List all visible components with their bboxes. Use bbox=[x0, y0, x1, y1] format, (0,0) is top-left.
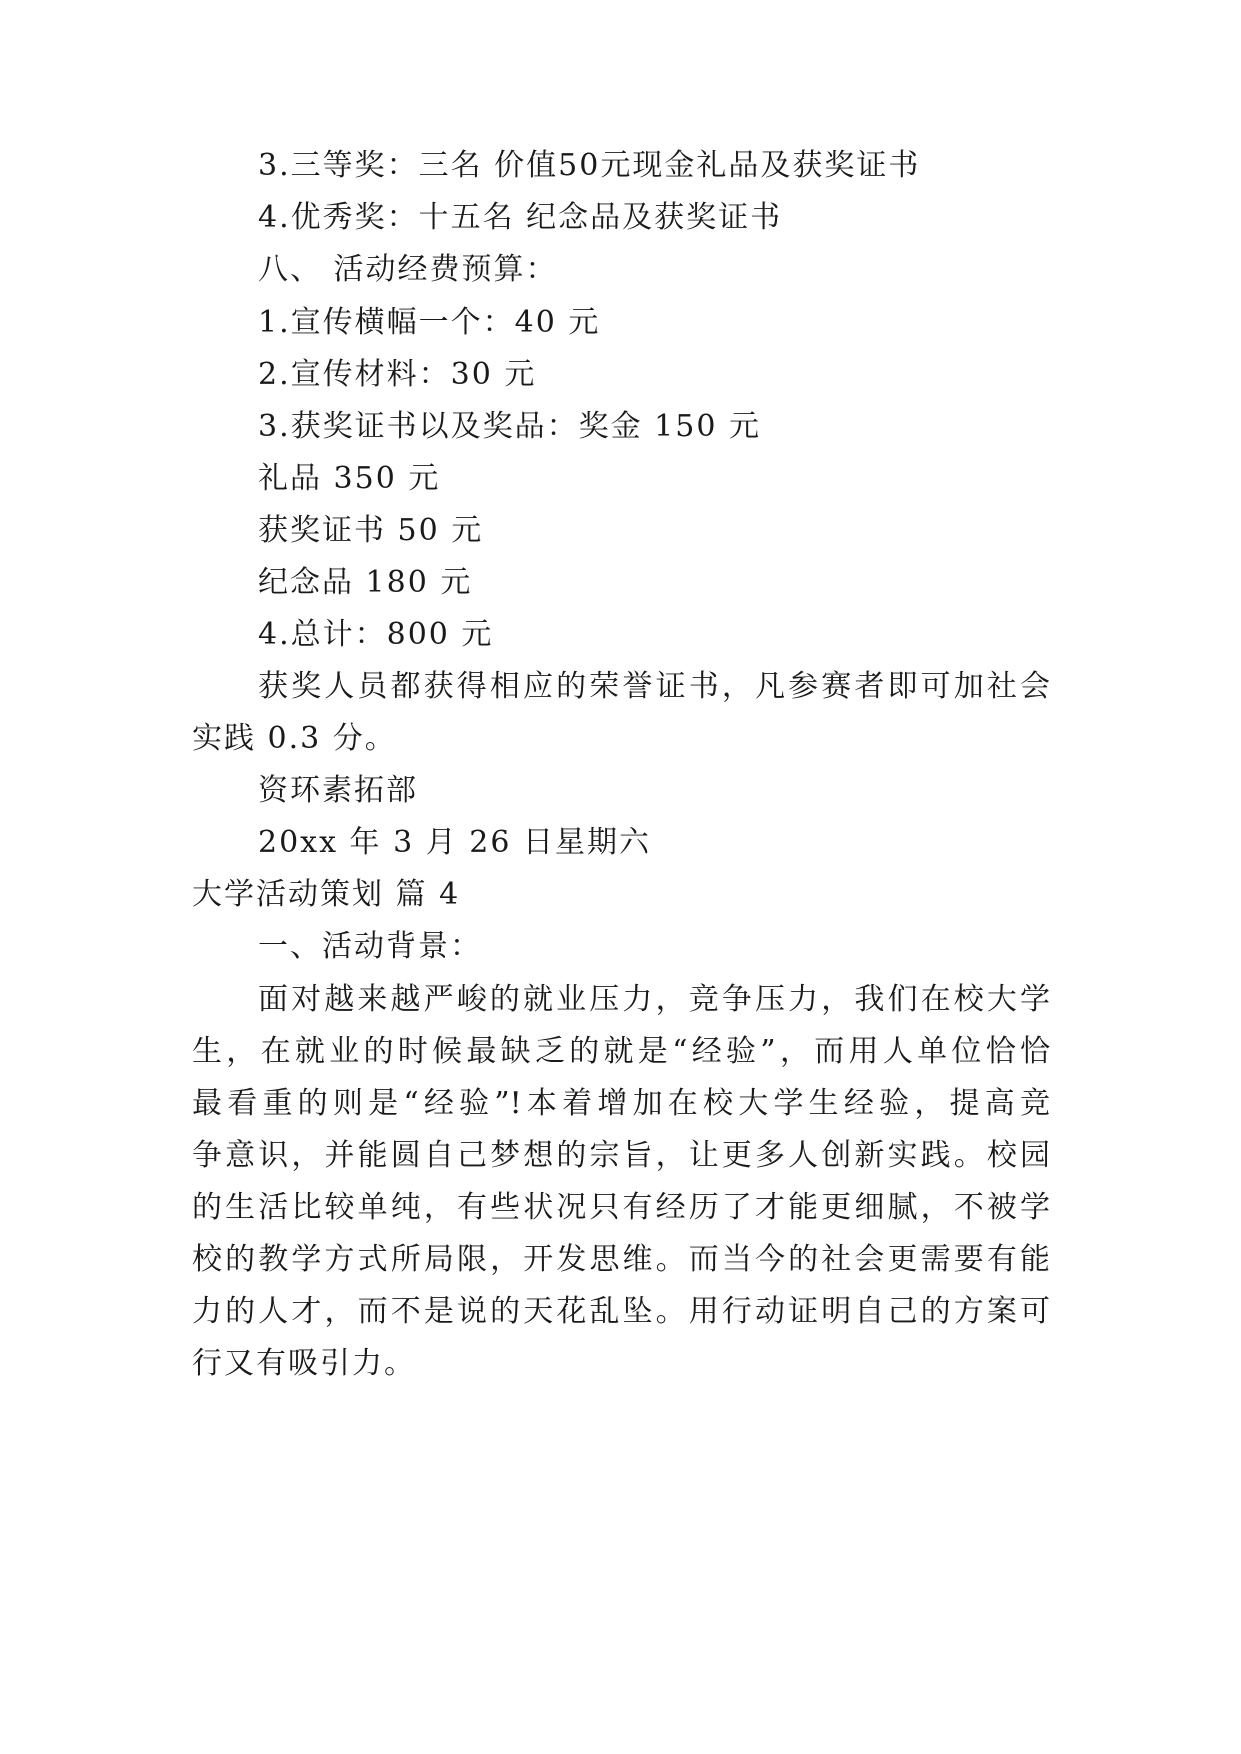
paragraph-line: 面对越来越严峻的就业压力，竞争压力，我们在校大学 bbox=[258, 982, 1050, 1017]
paragraph-line: 力的人才，而不是说的天花乱坠。用行动证明自己的方案可 bbox=[192, 1294, 1050, 1329]
paragraph-line: 实践 0.3 分。 bbox=[192, 721, 397, 756]
budget-subitem-souvenirs: 纪念品 180 元 bbox=[258, 565, 473, 600]
budget-subitem-certificates: 获奖证书 50 元 bbox=[258, 513, 484, 548]
budget-item-banner: 1.宣传横幅一个：40 元 bbox=[258, 305, 601, 340]
section-background-heading: 一、活动背景： bbox=[258, 929, 482, 964]
paragraph-line: 行又有吸引力。 bbox=[192, 1346, 416, 1381]
budget-subitem-gifts: 礼品 350 元 bbox=[258, 461, 441, 496]
paragraph-line: 最看重的则是“经验”!本着增加在校大学生经验，提高竞 bbox=[192, 1086, 1050, 1121]
organizer-signature: 资环素拓部 bbox=[258, 773, 418, 808]
prize-excellence-line: 4.优秀奖：十五名 纪念品及获奖证书 bbox=[258, 200, 783, 235]
paragraph-line: 校的教学方式所局限，开发思维。而当今的社会更需要有能 bbox=[192, 1242, 1050, 1277]
prize-third-line: 3.三等奖：三名 价值50元现金礼品及获奖证书 bbox=[258, 148, 921, 183]
document-date: 20xx 年 3 月 26 日星期六 bbox=[258, 825, 651, 860]
paragraph-line: 争意识，并能圆自己梦想的宗旨，让更多人创新实践。校园 bbox=[192, 1138, 1050, 1173]
budget-total: 4.总计：800 元 bbox=[258, 617, 494, 652]
section-title: 大学活动策划 篇 4 bbox=[192, 877, 461, 912]
budget-item-materials: 2.宣传材料：30 元 bbox=[258, 357, 537, 392]
section-budget-heading: 八、 活动经费预算： bbox=[258, 252, 558, 287]
paragraph-line: 获奖人员都获得相应的荣誉证书，凡参赛者即可加社会 bbox=[258, 669, 1050, 704]
budget-item-awards: 3.获奖证书以及奖品：奖金 150 元 bbox=[258, 409, 761, 444]
paragraph-line: 生，在就业的时候最缺乏的就是“经验”，而用人单位恰恰 bbox=[192, 1034, 1050, 1069]
paragraph-line: 的生活比较单纯，有些状况只有经历了才能更细腻，不被学 bbox=[192, 1190, 1050, 1225]
